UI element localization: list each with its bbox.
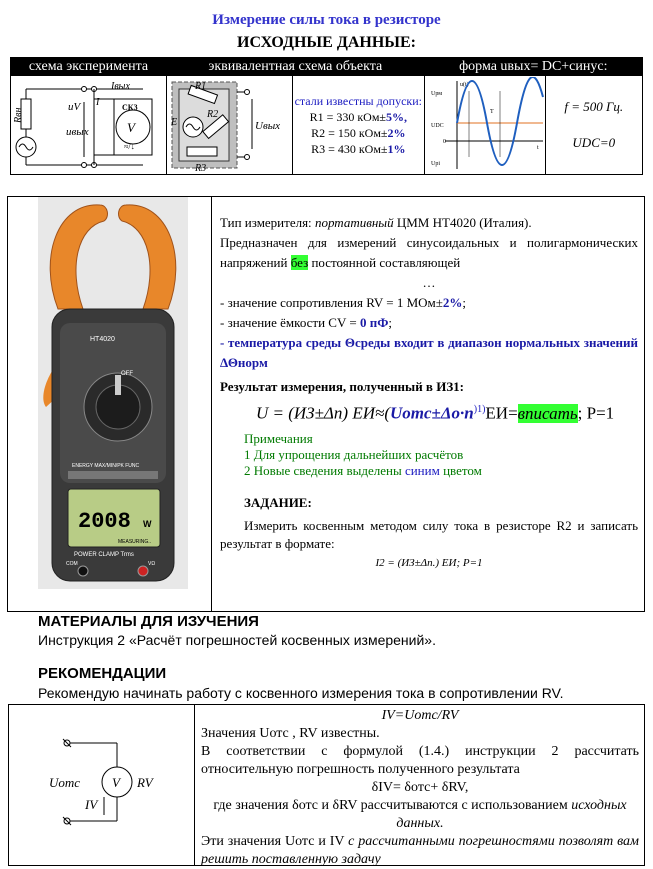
materials-text: Инструкция 2 «Расчёт погрешностей косвенных измерений». bbox=[38, 632, 436, 648]
svg-text:u(t): u(t) bbox=[459, 82, 469, 88]
meter-type: Тип измерителя: портативный ЦММ НТ4020 (Италия). bbox=[220, 215, 532, 230]
tolerances-cell bbox=[293, 76, 425, 175]
delta-formula: δIV= δотс+ δRV, bbox=[371, 780, 469, 795]
calc-instruction: В соответствии с формулой (1.4.) инструкции 2 рассчитать относительную погрешность полученного результата bbox=[201, 744, 639, 777]
rv-circuit-diagram bbox=[49, 735, 169, 835]
svg-text:COM: COM bbox=[66, 561, 78, 567]
svg-text:T: T bbox=[489, 109, 494, 115]
equivalent-circuit-diagram bbox=[167, 77, 292, 173]
tolerance-r1: R1 = 330 кОм±5%, bbox=[309, 110, 408, 124]
svg-text:СК3: СК3 bbox=[122, 103, 138, 112]
svg-text:UDC: UDC bbox=[430, 123, 444, 129]
clamp-meter-image bbox=[38, 197, 188, 589]
recommendation-box bbox=[8, 704, 645, 866]
waveform-plot bbox=[425, 77, 545, 173]
svg-text:R3: R3 bbox=[195, 163, 207, 173]
task-title: ЗАДАНИЕ: bbox=[244, 494, 312, 510]
recommendation-text bbox=[201, 707, 639, 869]
svg-text:0: 0 bbox=[442, 139, 446, 145]
svg-text:Uотс: Uотс bbox=[49, 775, 81, 790]
meter-purpose: Предназначен для измерений синусоидальных и полигармонических напряжений без постоянной составляющей bbox=[220, 235, 638, 270]
rv-value: - значение сопротивления RV = 1 МОм±2%; bbox=[220, 295, 467, 310]
svg-text:V: V bbox=[112, 775, 120, 790]
svg-text:R1: R1 bbox=[195, 81, 207, 92]
svg-text:R2: R2 bbox=[207, 109, 219, 120]
header-waveform: форма uвых= DC+синус: bbox=[424, 58, 642, 76]
svg-text:Iвых: Iвых bbox=[111, 81, 130, 92]
task-text: Измерить косвенным методом силу тока в резисторе R2 и записать результат в формате: bbox=[220, 517, 638, 551]
svg-text:ENERGY MAX/MIN/PK FUNC: ENERGY MAX/MIN/PK FUNC bbox=[72, 463, 140, 469]
svg-text:POWER CLAMP Trms: POWER CLAMP Trms bbox=[74, 552, 134, 558]
svg-text:VΩ: VΩ bbox=[148, 561, 156, 567]
experiment-scheme-cell bbox=[11, 76, 167, 175]
header-scheme: схема эксперимента bbox=[11, 58, 167, 76]
svg-text:≈/↓: ≈/↓ bbox=[124, 142, 135, 151]
result-formula: U = (ИЗ±Δп) $ЕИ\approx(Uотс\pm\Delta о\cdot п^{)1)}ЕИ=вписать$; P=1 bbox=[256, 403, 615, 423]
result-title: Результат измерения, полученный в ИЗ1: bbox=[220, 379, 465, 394]
header-equiv: эквивалентная схема объекта bbox=[167, 58, 425, 76]
svg-text:Uрм: Uрм bbox=[430, 91, 442, 97]
description-text bbox=[220, 213, 638, 573]
svg-text:uвых: uвых bbox=[66, 126, 89, 138]
frequency-param: f = 500 Гц. bbox=[564, 99, 624, 114]
source-data-table bbox=[10, 57, 643, 175]
svg-text:V: V bbox=[127, 120, 135, 135]
materials-title: МАТЕРИАЛЫ ДЛЯ ИЗУЧЕНИЯ bbox=[38, 613, 259, 630]
delta-explanation: где значения δотс и δRV рассчитываются с использованием исходных данных. bbox=[213, 798, 627, 831]
svg-text:2008: 2008 bbox=[78, 509, 131, 534]
svg-text:Uрi: Uрi bbox=[430, 161, 440, 167]
temperature-note: - температура среды Θсреды входит в диапазон нормальных значений ΔΘнорм bbox=[220, 335, 638, 370]
notes-block: Примечания 1 Для упрощения дальнейших расчётов 2 Новые сведения выделены синим цветом bbox=[244, 430, 482, 478]
instrument-description-box bbox=[7, 196, 645, 612]
tolerances-intro: стали известны допуски: bbox=[294, 94, 423, 108]
params-cell bbox=[545, 76, 642, 175]
section-subtitle: ИСХОДНЫЕ ДАННЫЕ: bbox=[237, 34, 416, 51]
ellipsis: … bbox=[422, 275, 436, 290]
rvn-label: Rвн bbox=[13, 107, 24, 123]
task-formula: I2 = (ИЗ±Δп.) ЕИ; Р=1 bbox=[375, 556, 483, 569]
cv-value: - значение ёмкости CV = 0 пФ; bbox=[220, 315, 392, 330]
svg-text:HT4020: HT4020 bbox=[90, 336, 115, 343]
svg-text:RV: RV bbox=[137, 775, 153, 790]
waveform-cell bbox=[424, 76, 545, 175]
page-title: Измерение силы тока в резисторе bbox=[212, 12, 441, 28]
udc-param: UDC=0 bbox=[572, 135, 616, 150]
svg-text:uV: uV bbox=[68, 101, 81, 113]
experiment-circuit-diagram bbox=[11, 77, 166, 173]
tolerance-r2: R2 = 150 кОм±2% bbox=[311, 126, 406, 140]
svg-text:MEASURING..: MEASURING.. bbox=[118, 539, 152, 545]
tolerance-r3: R3 = 430 кОм±1% bbox=[311, 142, 406, 156]
recs-text: Рекомендую начинать работу с косвенного измерения тока в сопротивлении RV. bbox=[38, 685, 564, 701]
svg-text:IV: IV bbox=[85, 797, 98, 812]
svg-text:Uвых: Uвых bbox=[255, 120, 281, 132]
recs-title: РЕКОМЕНДАЦИИ bbox=[38, 665, 167, 682]
svg-text:I: I bbox=[96, 97, 100, 108]
svg-text:OFF: OFF bbox=[121, 371, 133, 377]
svg-text:t: t bbox=[536, 145, 539, 151]
final-note: Эти значения Uотс и IV с рассчитанными погрешностями позволят вам решить поставленную задачу bbox=[201, 834, 639, 867]
svg-text:W: W bbox=[143, 519, 152, 529]
equivalent-scheme-cell bbox=[167, 76, 293, 175]
known-values: Значения Uотс , RV известны. bbox=[201, 726, 380, 741]
iv-formula: IV=Uотс/RV bbox=[381, 708, 459, 723]
svg-text:E: E bbox=[171, 117, 178, 128]
